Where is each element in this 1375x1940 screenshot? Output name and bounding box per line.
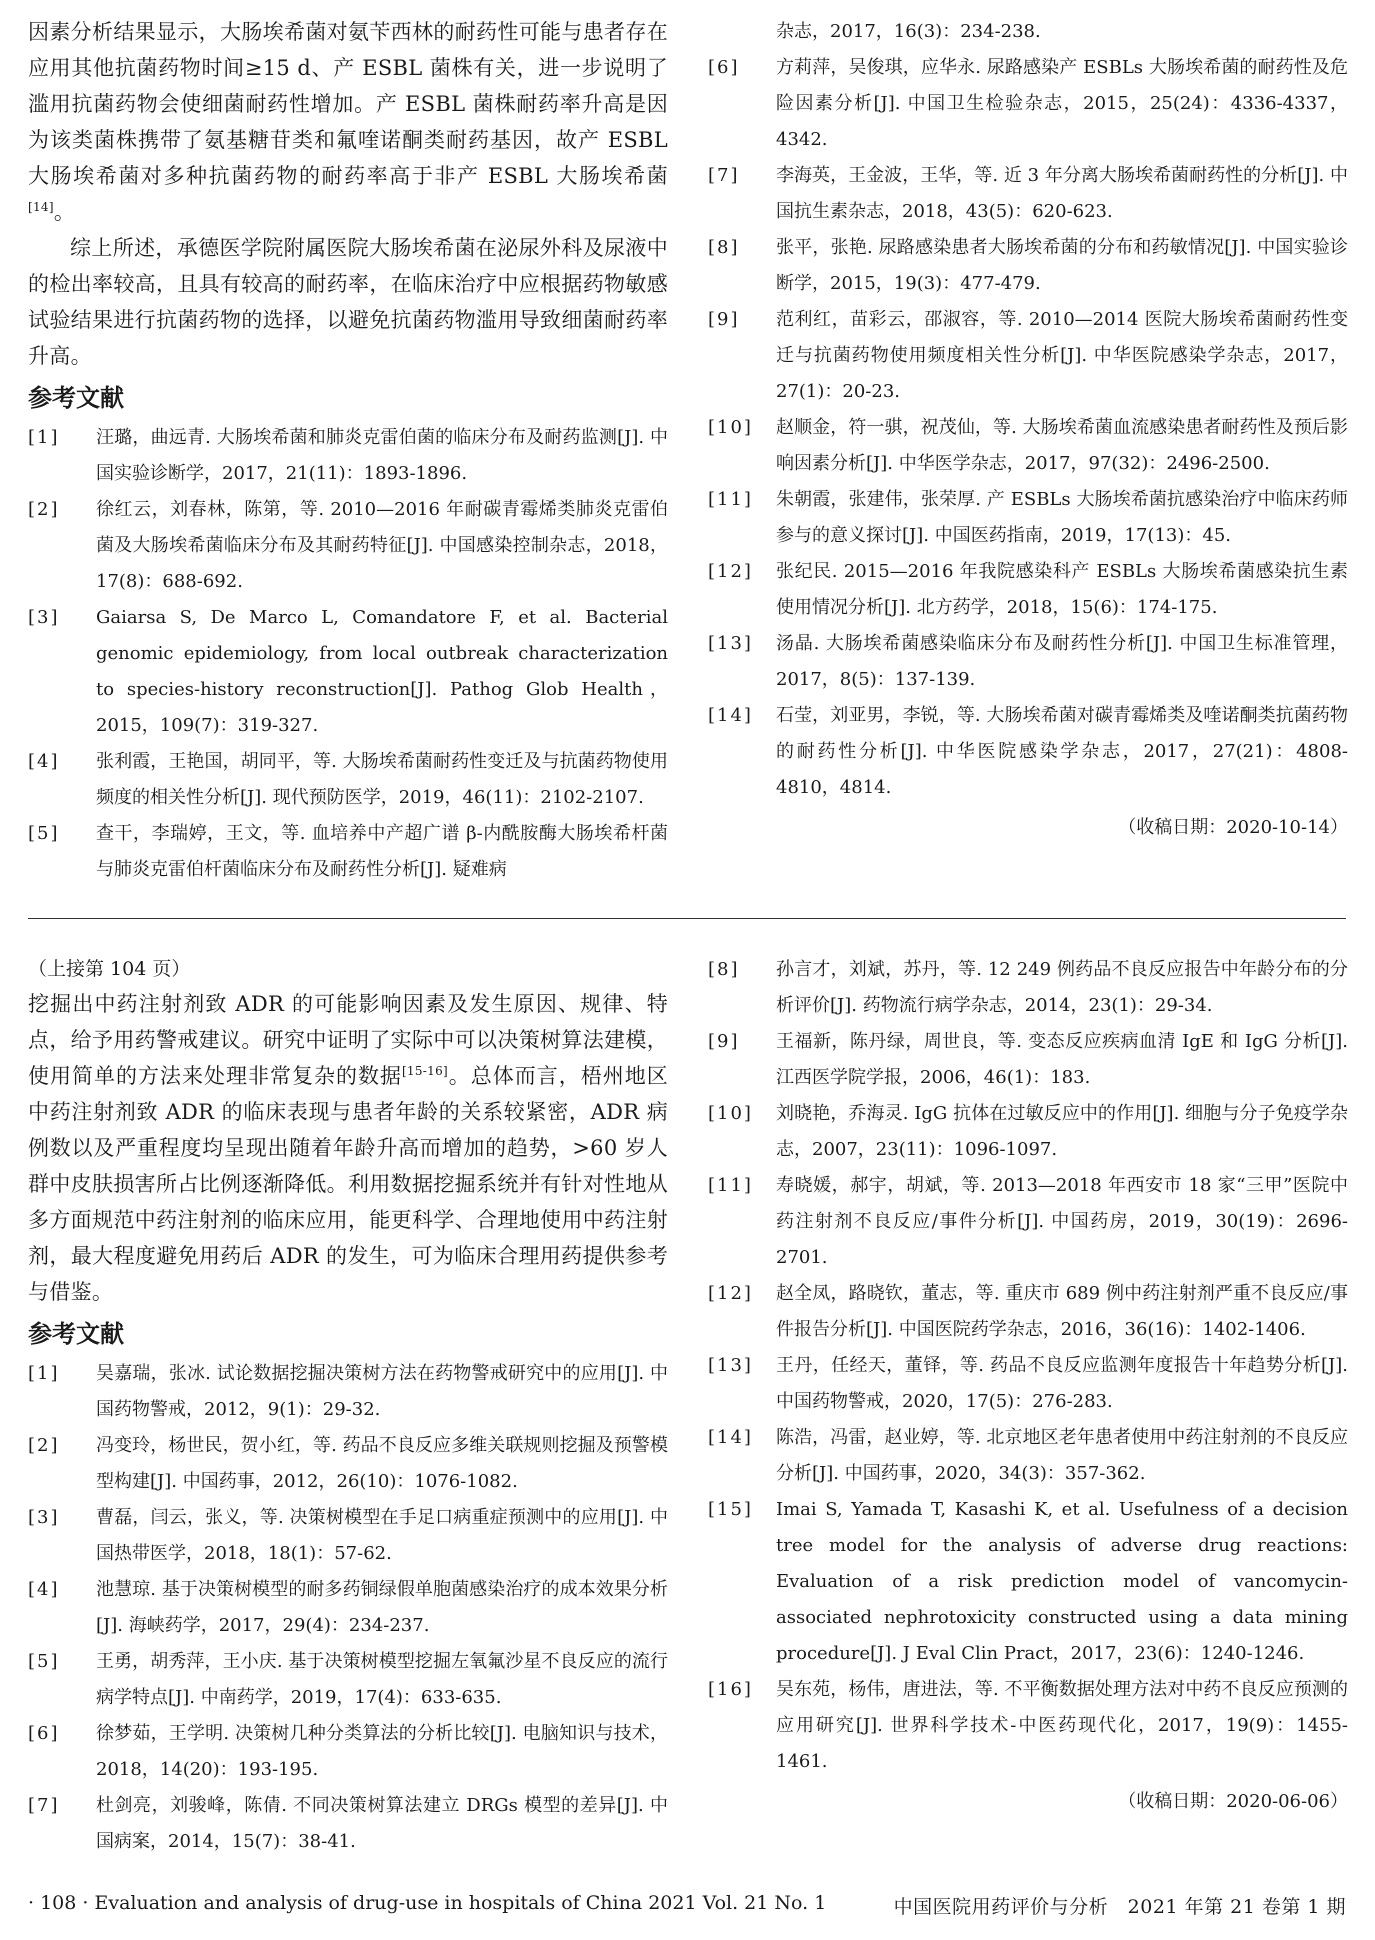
reference-list	[708, 50, 1348, 806]
reference-text: 陈浩，冯雷，赵业婷，等. 北京地区老年患者使用中药注射剂的不良反应分析[J]. 中国药事，2020，34(3)：357-362.	[776, 1427, 1348, 1484]
reference-number: [9]	[708, 309, 740, 330]
reference-item	[708, 698, 1348, 806]
reference-text: 吴嘉瑞，张冰. 试论数据挖掘决策树方法在药物警戒研究中的应用[J]. 中国药物警戒，2012，9(1)：29-32.	[96, 1363, 668, 1420]
received-date: （收稿日期：2020-10-14）	[1118, 817, 1348, 838]
reference-list	[28, 420, 668, 888]
reference-item	[708, 1168, 1348, 1276]
references-heading: 参考文献	[28, 1320, 124, 1348]
paragraph-text: 。	[53, 200, 76, 224]
reference-number: [16]	[708, 1679, 753, 1700]
footer-journal-en: · 108 · Evaluation and analysis of drug-use in hospitals of China 2021 Vol. 21 No. 1	[28, 1892, 827, 1914]
reference-number: [5]	[28, 823, 60, 844]
reference-item	[708, 158, 1348, 230]
reference-number: [15]	[708, 1499, 753, 1520]
reference-text: 寿晓媛，郝宇，胡斌，等. 2013—2018 年西安市 18 家“三甲”医院中药注射剂不良反应/事件分析[J]. 中国药房，2019，30(19)：2696-2701.	[776, 1175, 1348, 1268]
reference-text: 曹磊，闫云，张义，等. 决策树模型在手足口病重症预测中的应用[J]. 中国热带医学，2018，18(1)：57-62.	[96, 1507, 668, 1564]
reference-item	[708, 1096, 1348, 1168]
reference-number: [6]	[708, 57, 740, 78]
reference-number: [3]	[28, 607, 60, 628]
reference-number: [11]	[708, 489, 753, 510]
reference-text: 徐红云，刘春林，陈第，等. 2010—2016 年耐碳青霉烯类肺炎克雷伯菌及大肠埃希菌临床分布及其耐药特征[J]. 中国感染控制杂志，2018，17(8)：688-692.	[96, 499, 668, 592]
reference-text: 张纪民. 2015—2016 年我院感染科产 ESBLs 大肠埃希菌感染抗生素使用情况分析[J]. 北方药学，2018，15(6)：174-175.	[776, 561, 1348, 618]
reference-number: [1]	[28, 427, 60, 448]
footer-journal-cn: 中国医院用药评价与分析 2021 年第 21 卷第 1 期	[893, 1896, 1346, 1918]
reference-number: [8]	[708, 237, 740, 258]
body-paragraph	[28, 14, 668, 230]
citation-marker: [15-16]	[401, 1064, 449, 1078]
paragraph-text: 挖掘出中药注射剂致 ADR 的可能影响因素及发生原因、规律、特点，给予用药警戒建议。研究中证明了实际中可以决策树算法建模，使用简单的方法来处理非常复杂的数据	[28, 992, 668, 1088]
reference-item	[708, 1492, 1348, 1672]
reference-number: [2]	[28, 1435, 60, 1456]
reference-number: [14]	[708, 1427, 753, 1448]
reference-item	[28, 420, 668, 492]
reference-item	[708, 410, 1348, 482]
reference-item	[708, 302, 1348, 410]
reference-item	[708, 554, 1348, 626]
reference-item	[28, 1716, 668, 1788]
reference-item	[708, 1420, 1348, 1492]
reference-item	[28, 1788, 668, 1860]
reference-text: 张平，张艳. 尿路感染患者大肠埃希菌的分布和药敏情况[J]. 中国实验诊断学，2015，19(3)：477-479.	[776, 237, 1348, 294]
page-footer	[28, 1892, 1346, 1919]
reference-item	[28, 1572, 668, 1644]
reference-item	[28, 744, 668, 816]
top-right-column	[708, 14, 1348, 846]
section-divider	[28, 918, 1346, 919]
reference-number: [12]	[708, 561, 753, 582]
reference-text: 汤晶. 大肠埃希菌感染临床分布及耐药性分析[J]. 中国卫生标准管理，2017，8(5)：137-139.	[776, 633, 1348, 690]
continued-note: （上接第 104 页）	[28, 958, 191, 980]
reference-item	[28, 816, 668, 888]
reference-text: 王福新，陈丹绿，周世良，等. 变态反应疾病血清 IgE 和 IgG 分析[J]. 江西医学院学报，2006，46(1)：183.	[776, 1031, 1348, 1088]
reference-list	[28, 1356, 668, 1860]
reference-item	[708, 1348, 1348, 1420]
reference-item	[28, 600, 668, 744]
reference-item	[708, 482, 1348, 554]
reference-text: 李海英，王金波，王华，等. 近 3 年分离大肠埃希菌耐药性的分析[J]. 中国抗生素杂志，2018，43(5)：620-623.	[776, 165, 1348, 222]
reference-number: [8]	[708, 959, 740, 980]
bottom-right-column	[708, 952, 1348, 1820]
bottom-left-column	[28, 952, 668, 1860]
reference-text: 汪璐，曲远青. 大肠埃希菌和肺炎克雷伯菌的临床分布及耐药监测[J]. 中国实验诊断学，2017，21(11)：1893-1896.	[96, 427, 668, 484]
reference-number: [11]	[708, 1175, 753, 1196]
reference-number: [9]	[708, 1031, 740, 1052]
reference-number: [13]	[708, 633, 753, 654]
reference-text: 冯变玲，杨世民，贺小红，等. 药品不良反应多维关联规则挖掘及预警模型构建[J]. 中国药事，2012，26(10)：1076-1082.	[96, 1435, 668, 1492]
paragraph-text: 因素分析结果显示，大肠埃希菌对氨苄西林的耐药性可能与患者存在应用其他抗菌药物时间≥15 d、产 ESBL 菌株有关，进一步说明了滥用抗菌药物会使细菌耐药性增加。产 ESBL 菌株耐药率升高是因为该类菌株携带了氨基糖苷类和氟喹诺酮类耐药基因，故产 ESBL 大肠埃希菌对多种抗菌药物的耐药率高于非产 ESBL 大肠埃希菌	[28, 20, 668, 188]
reference-item	[708, 1672, 1348, 1780]
reference-number: [10]	[708, 417, 753, 438]
reference-text: 范利红，苗彩云，邵淑容，等. 2010—2014 医院大肠埃希菌耐药性变迁与抗菌药物使用频度相关性分析[J]. 中华医院感染学杂志，2017，27(1)：20-23.	[776, 309, 1348, 402]
reference-continuation: 杂志，2017，16(3)：234-238.	[776, 21, 1041, 42]
reference-number: [4]	[28, 1579, 60, 1600]
reference-text: Imai S, Yamada T, Kasashi K, et al. Usefulness of a decision tree model for the analysis of adverse drug reactions: Evaluation of a risk prediction model of vancomycin-associated nephrotoxicity constructed using a data mining procedure[J]. J Eval Clin Pract，2017，23(6)：1240-1246.	[776, 1499, 1348, 1664]
reference-text: 池慧琼. 基于决策树模型的耐多药铜绿假单胞菌感染治疗的成本效果分析[J]. 海峡药学，2017，29(4)：234-237.	[96, 1579, 668, 1636]
references-heading: 参考文献	[28, 384, 124, 412]
body-paragraph: 综上所述，承德医学院附属医院大肠埃希菌在泌尿外科及尿液中的检出率较高，且具有较高的耐药率，在临床治疗中应根据药物敏感试验结果进行抗菌药物的选择，以避免抗菌药物滥用导致细菌耐药率升高。	[28, 236, 668, 368]
paragraph-text: 。总体而言，梧州地区中药注射剂致 ADR 的临床表现与患者年龄的关系较紧密，ADR 病例数以及严重程度均呈现出随着年龄升高而增加的趋势，>60 岁人群中皮肤损害所占比例逐渐降低。利用数据挖掘系统并有针对性地从多方面规范中药注射剂的临床应用，能更科学、合理地使用中药注射剂，最大程度避免用药后 ADR 的发生，可为临床合理用药提供参考与借鉴。	[28, 1064, 668, 1304]
reference-item	[28, 1428, 668, 1500]
reference-text: 王勇，胡秀萍，王小庆. 基于决策树模型挖掘左氧氟沙星不良反应的流行病学特点[J]. 中南药学，2019，17(4)：633-635.	[96, 1651, 668, 1708]
reference-number: [12]	[708, 1283, 753, 1304]
reference-number: [7]	[28, 1795, 60, 1816]
reference-text: 方莉萍，吴俊琪，应华永. 尿路感染产 ESBLs 大肠埃希菌的耐药性及危险因素分析[J]. 中国卫生检验杂志，2015，25(24)：4336-4337，4342.	[776, 57, 1348, 150]
body-paragraph	[28, 986, 668, 1310]
reference-text: 石莹，刘亚男，李锐，等. 大肠埃希菌对碳青霉烯类及喹诺酮类抗菌药物的耐药性分析[J]. 中华医院感染学杂志，2017，27(21)：4808-4810，4814.	[776, 705, 1348, 798]
reference-item	[28, 1644, 668, 1716]
reference-item	[708, 952, 1348, 1024]
reference-number: [5]	[28, 1651, 60, 1672]
reference-number: [1]	[28, 1363, 60, 1384]
reference-list	[708, 952, 1348, 1780]
reference-item	[708, 50, 1348, 158]
reference-text: 朱朝霞，张建伟，张荣厚. 产 ESBLs 大肠埃希菌抗感染治疗中临床药师参与的意义探讨[J]. 中国医药指南，2019，17(13)：45.	[776, 489, 1348, 546]
reference-number: [2]	[28, 499, 60, 520]
reference-number: [14]	[708, 705, 753, 726]
reference-item	[28, 1500, 668, 1572]
reference-text: Gaiarsa S, De Marco L, Comandatore F, et al. Bacterial genomic epidemiology, from local outbreak characterization to species-history reconstruction[J]. Pathog Glob Health，2015，109(7)：319-327.	[96, 607, 668, 736]
reference-text: 查干，李瑞婷，王文，等. 血培养中产超广谱 β-内酰胺酶大肠埃希杆菌与肺炎克雷伯杆菌临床分布及耐药性分析[J]. 疑难病	[96, 823, 668, 880]
reference-number: [6]	[28, 1723, 60, 1744]
reference-item	[28, 492, 668, 600]
reference-number: [3]	[28, 1507, 60, 1528]
reference-text: 赵顺金，符一骐，祝茂仙，等. 大肠埃希菌血流感染患者耐药性及预后影响因素分析[J]. 中华医学杂志，2017，97(32)：2496-2500.	[776, 417, 1348, 474]
received-date: （收稿日期：2020-06-06）	[1118, 1791, 1348, 1812]
reference-number: [10]	[708, 1103, 753, 1124]
reference-number: [7]	[708, 165, 740, 186]
reference-item	[708, 230, 1348, 302]
reference-text: 王丹，任经天，董铎，等. 药品不良反应监测年度报告十年趋势分析[J]. 中国药物警戒，2020，17(5)：276-283.	[776, 1355, 1348, 1412]
reference-number: [13]	[708, 1355, 753, 1376]
reference-text: 徐梦茹，王学明. 决策树几种分类算法的分析比较[J]. 电脑知识与技术，2018，14(20)：193-195.	[96, 1723, 668, 1780]
top-left-column	[28, 14, 668, 888]
reference-text: 杜剑亮，刘骏峰，陈倩. 不同决策树算法建立 DRGs 模型的差异[J]. 中国病案，2014，15(7)：38-41.	[96, 1795, 668, 1852]
reference-text: 刘晓艳，乔海灵. IgG 抗体在过敏反应中的作用[J]. 细胞与分子免疫学杂志，2007，23(11)：1096-1097.	[776, 1103, 1348, 1160]
reference-text: 孙言才，刘斌，苏丹，等. 12 249 例药品不良反应报告中年龄分布的分析评价[J]. 药物流行病学杂志，2014，23(1)：29-34.	[776, 959, 1348, 1016]
reference-text: 张利霞，王艳国，胡同平，等. 大肠埃希菌耐药性变迁及与抗菌药物使用频度的相关性分析[J]. 现代预防医学，2019，46(11)：2102-2107.	[96, 751, 668, 808]
citation-marker: [14]	[28, 200, 54, 214]
reference-text: 赵全凤，路晓钦，董志，等. 重庆市 689 例中药注射剂严重不良反应/事件报告分析[J]. 中国医院药学杂志，2016，36(16)：1402-1406.	[776, 1283, 1348, 1340]
reference-item	[708, 1276, 1348, 1348]
reference-item	[708, 1024, 1348, 1096]
reference-text: 吴东苑，杨伟，唐进法，等. 不平衡数据处理方法对中药不良反应预测的应用研究[J]. 世界科学技术-中医药现代化，2017，19(9)：1455-1461.	[776, 1679, 1348, 1772]
reference-item	[28, 1356, 668, 1428]
reference-number: [4]	[28, 751, 60, 772]
reference-item	[708, 626, 1348, 698]
